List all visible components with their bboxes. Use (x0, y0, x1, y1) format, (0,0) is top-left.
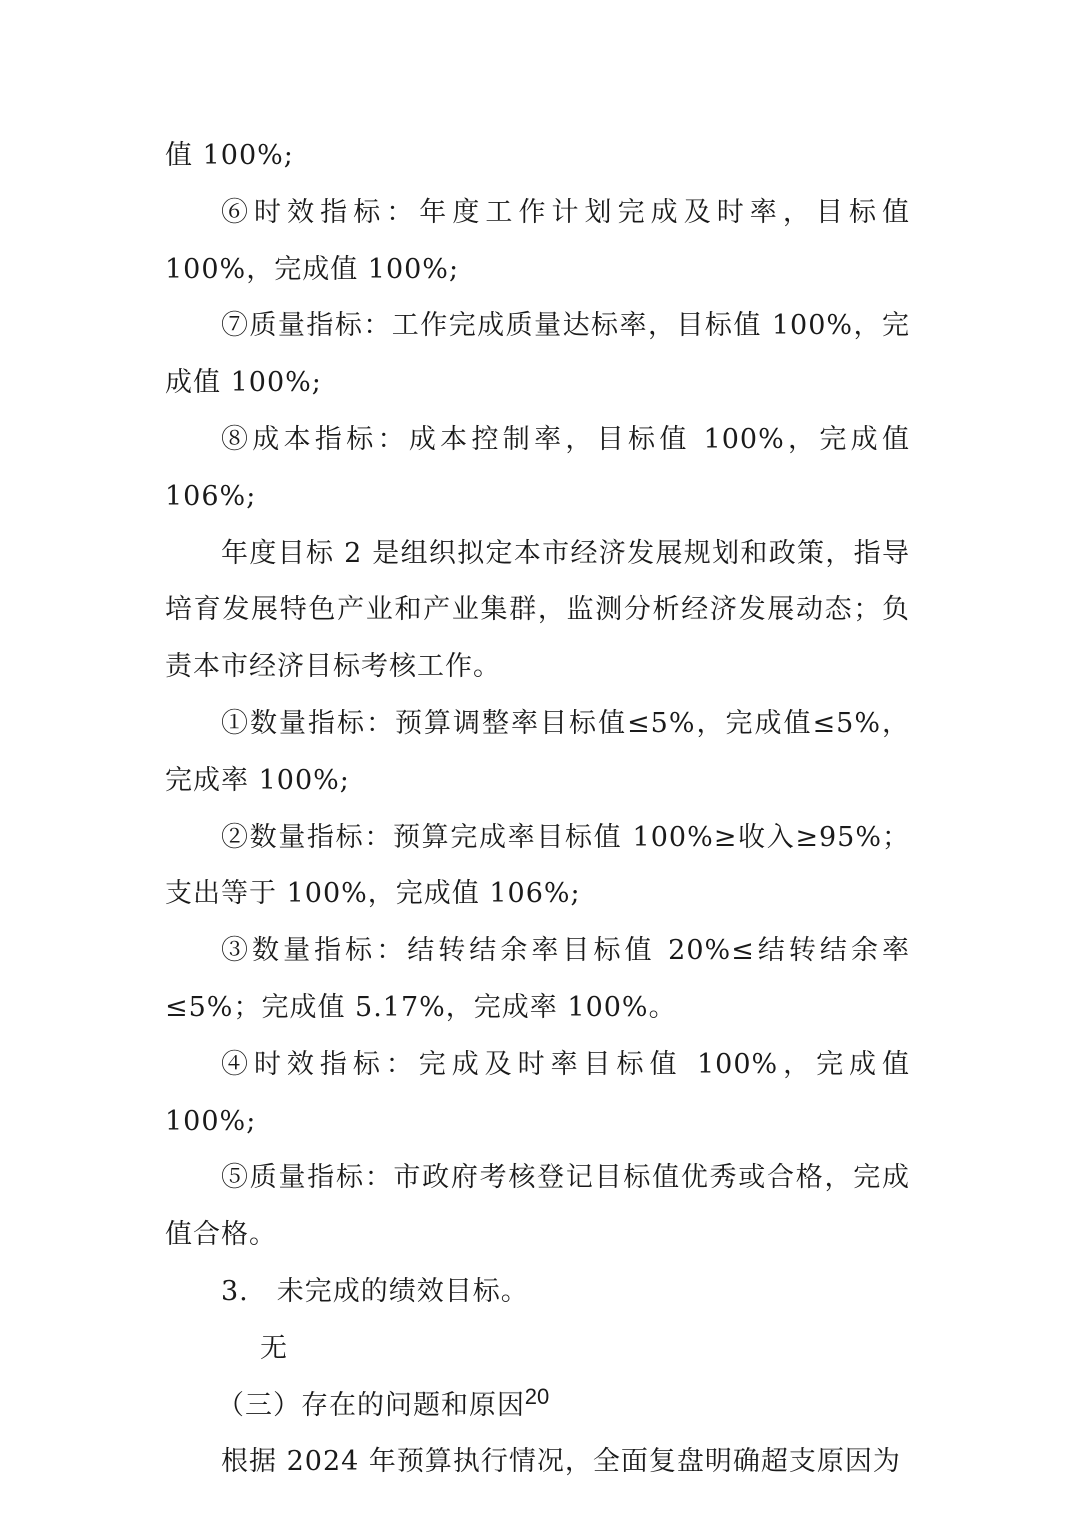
paragraph-annual-goal-2: 年度目标 2 是组织拟定本市经济发展规划和政策，指导培育发展特色产业和产业集群，监测分析经济发展动态；负责本市经济目标考核工作。 (165, 537, 910, 683)
paragraph-cost-indicator-8: ⑧成本指标：成本控制率，目标值 100%，完成值 106%; (165, 423, 910, 512)
page-number: 20 (524, 1384, 550, 1409)
paragraph-budget-review: 根据 2024 年预算执行情况，全面复盘明确超支原因为 (221, 1446, 901, 1478)
paragraph-quantity-indicator-1: ①数量指标：预算调整率目标值≤5%，完成值≤5%，完成率 100%; (165, 707, 910, 796)
body-text (165, 128, 910, 1491)
paragraph-timeliness-indicator-4: ④时效指标：完成及时率目标值 100%，完成值 100%; (165, 1048, 910, 1137)
paragraph-quantity-indicator-3: ③数量指标：结转结余率目标值 20%≤结转结余率≤5%；完成值 5.17%，完成率 100%。 (165, 935, 910, 1023)
paragraph-unfinished-goals-heading: 3. 未完成的绩效目标。 (221, 1275, 529, 1307)
paragraph-quality-indicator-5: ⑤质量指标：市政府考核登记目标值优秀或合格，完成值合格。 (165, 1162, 910, 1251)
paragraph-quantity-indicator-2: ②数量指标：预算完成率目标值 100%≥收入≥95%；支出等于 100%，完成值 106%; (165, 821, 910, 910)
paragraph-none: 无 (260, 1332, 288, 1364)
section-heading-problems: （三）存在的问题和原因 (217, 1389, 525, 1421)
paragraph-timeliness-indicator-6: ⑥时效指标：年度工作计划完成及时率，目标值 100%，完成值 100%; (165, 196, 910, 285)
paragraph-continuation: 值 100%; (165, 140, 294, 171)
paragraph-quality-indicator-7: ⑦质量指标：工作完成质量达标率，目标值 100%，完成值 100%; (165, 310, 910, 399)
